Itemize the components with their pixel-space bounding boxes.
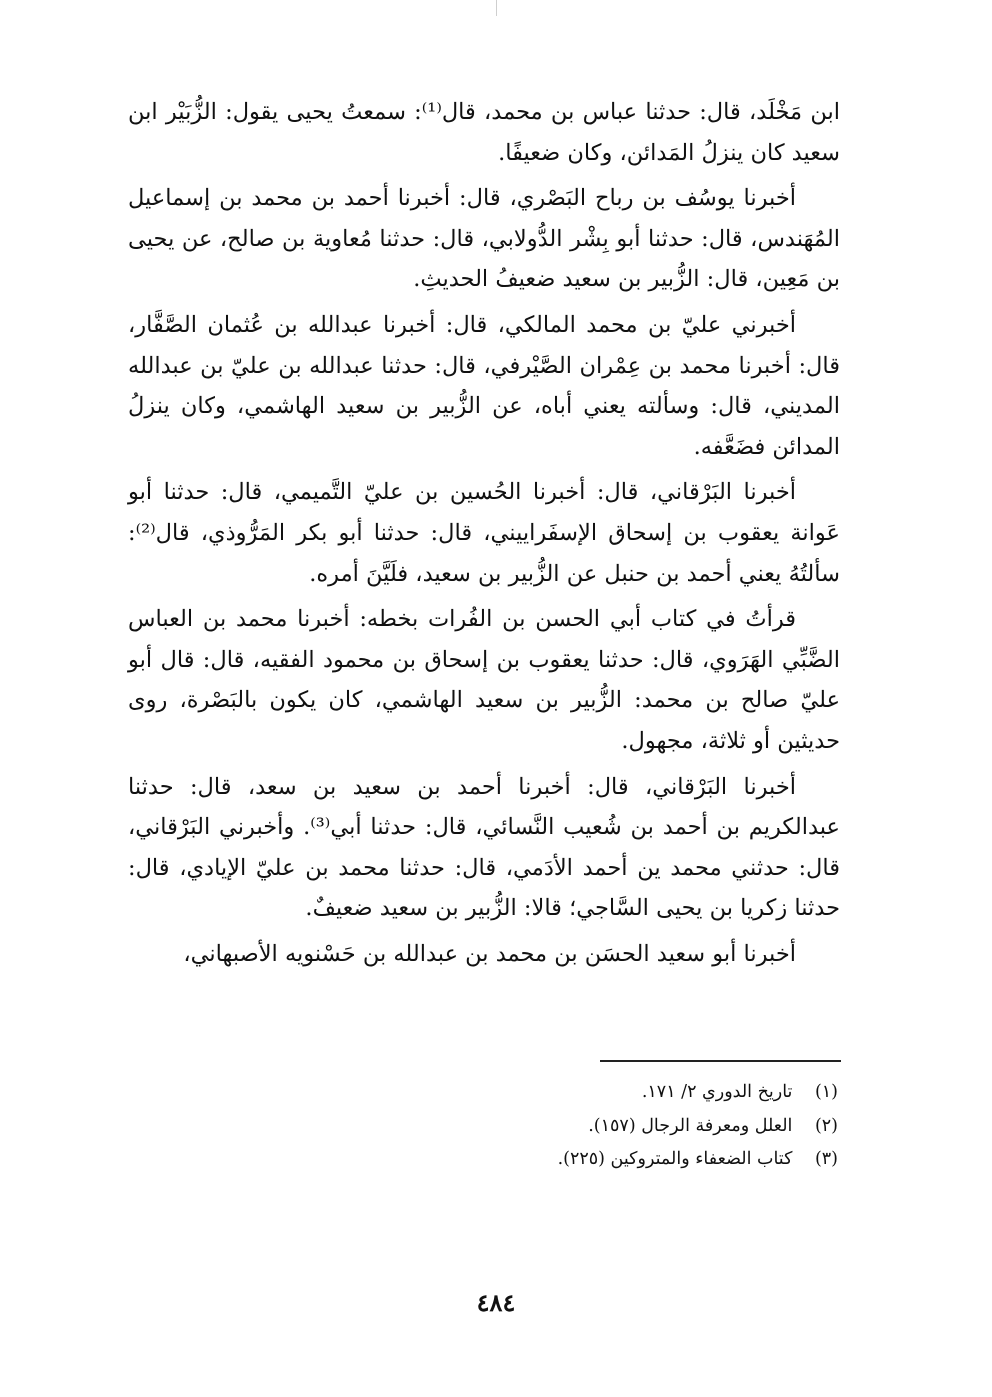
footnote-separator: [600, 1060, 841, 1062]
footnote-2: [350, 1110, 838, 1144]
footnote-text: كتاب الضعفاء والمتروكين (٢٢٥).: [557, 1149, 793, 1169]
footnote-number: (٢): [814, 1115, 838, 1136]
paragraph-1: ابن مَخْلَد، قال: حدثنا عباس بن محمد، قال⁽¹⁾: سمعتُ يحيى يقول: الزُّبَيْر ابن سعيد كان ينزلُ المَدائن، وكان ضعيفًا.: [128, 99, 840, 166]
page-number: ٤٨٤: [476, 1288, 516, 1317]
footnote-text: تاريخ الدوري ٢/ ١٧١.: [641, 1082, 793, 1102]
body-text: [128, 92, 840, 974]
paragraph-5: قرأتُ في كتاب أبي الحسن بن الفُرات بخطه: أخبرنا محمد بن العباس الضَّبِّي الهَرَوي، قال: حدثنا يعقوب بن إسحاق بن محمود الفقيه، قال: قال أبو عليّ صالح بن محمد: الزُّبير بن سعيد الهاشمي، كان يكون بالبَصْرة، روى حديثين أو ثلاثة، مجهول.: [128, 606, 840, 754]
footnote-number: (١): [814, 1082, 838, 1102]
paragraph-7: أخبرنا أبو سعيد الحسَن بن محمد بن عبدالله بن حَسْنويه الأصبهاني،: [183, 940, 796, 967]
footnote-1: [350, 1076, 838, 1110]
footnotes: [350, 1076, 838, 1177]
footnote-text: العلل ومعرفة الرجال (١٥٧).: [588, 1115, 793, 1136]
paragraph-2: أخبرنا يوسُف بن رباح البَصْري، قال: أخبرنا أحمد بن محمد بن إسماعيل المُهَندس، قال: حدثنا أبو بِشْر الدُّولابي، قال: حدثنا مُعاوية بن صالح، عن يحيى بن مَعِين، قال: الزُّبير بن سعيد ضعيفُ الحديثِ.: [128, 185, 840, 293]
paragraph-6: أخبرنا البَرْقاني، قال: أخبرنا أحمد بن سعيد بن سعد، قال: حدثنا عبدالكريم بن أحمد بن شُعيب النَّسائي، قال: حدثنا أبي⁽³⁾. وأخبرني البَرْقاني، قال: حدثني محمد ين أحمد الأدَمي، قال: حدثنا محمد بن عليّ الإيادي، قال: حدثنا زكريا بن يحيى السَّاجي؛ قالا: الزُّبير بن سعيد ضعيفٌ.: [128, 773, 840, 922]
footnote-number: (٣): [814, 1149, 838, 1169]
paragraph-3: أخبرني عليّ بن محمد المالكي، قال: أخبرنا عبدالله بن عُثمان الصَّفَّار، قال: أخبرنا محمد بن عِمْران الصَّيْرفي، قال: حدثنا عبدالله بن عليّ بن عبدالله المديني، قال: وسألته يعني أباه، عن الزُّبير بن سعيد الهاشمي، وكان ينزلُ المدائن فضَعَّفه.: [128, 311, 840, 460]
scan-mark: [496, 0, 497, 16]
paragraph-4: أخبرنا البَرْقاني، قال: أخبرنا الحُسين بن عليّ التَّميمي، قال: حدثنا أبو عَوانة يعقوب بن إسحاق الإسفَراييني، قال: حدثنا أبو بكر المَرُّوذي، قال⁽²⁾: سألتُهُ يعني أحمد بن حنبل عن الزُّبير بن سعيد، فلَيَّنَ أمره.: [128, 479, 840, 587]
footnote-3: [350, 1143, 838, 1177]
